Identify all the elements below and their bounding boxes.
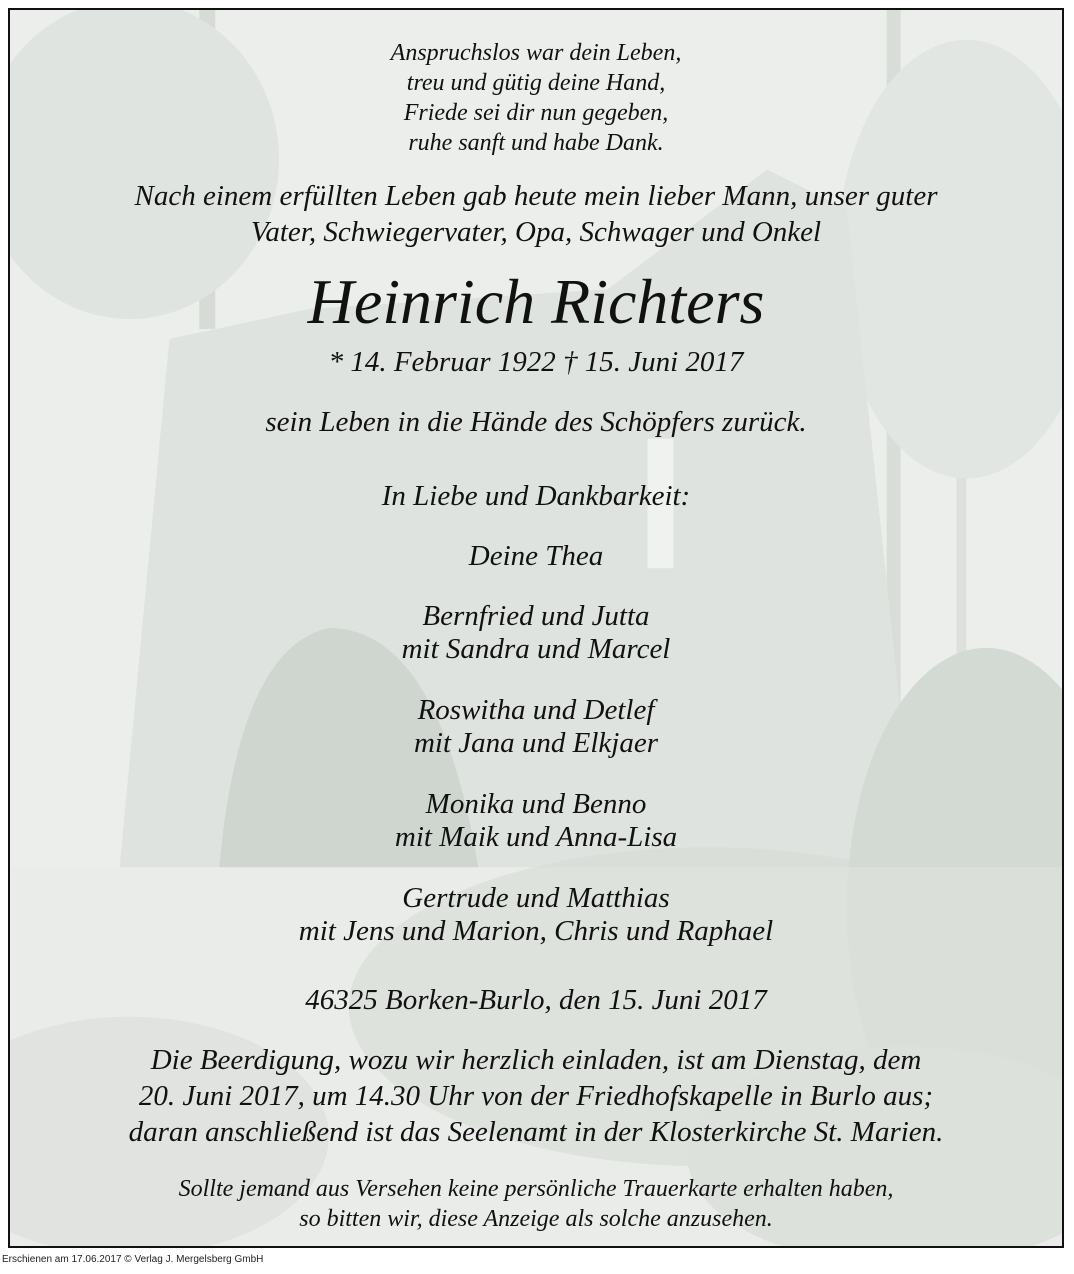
deceased-name: Heinrich Richters	[307, 266, 765, 337]
obituary-card	[8, 8, 1064, 1248]
publication-footer: Erschienen am 17.06.2017 © Verlag J. Mergelsberg GmbH	[2, 1254, 264, 1265]
funeral-line: 20. Juni 2017, um 14.30 Uhr von der Friedhofskapelle in Burlo aus;	[138, 1080, 934, 1112]
funeral-line: daran anschließend ist das Seelenamt in der Klosterkirche St. Marien.	[128, 1116, 944, 1148]
poem-line: ruhe sanft und habe Dank.	[408, 130, 664, 156]
family-line: mit Jana und Elkjaer	[413, 727, 659, 759]
family-line: Bernfried und Jutta	[422, 600, 650, 632]
family-line: mit Sandra und Marcel	[401, 633, 671, 665]
funeral-line: Die Beerdigung, wozu wir herzlich einladen, ist am Dienstag, dem	[150, 1044, 922, 1076]
gratitude-line: In Liebe und Dankbarkeit:	[381, 480, 691, 512]
family-entry	[10, 788, 1062, 854]
family-line: mit Maik und Anna-Lisa	[394, 821, 678, 853]
poem-line: Anspruchslos war dein Leben,	[390, 40, 682, 66]
family-line: Gertrude und Matthias	[402, 882, 670, 914]
family-line: Deine Thea	[468, 540, 604, 572]
family-entry	[10, 694, 1062, 760]
note-line: Sollte jemand aus Versehen keine persönliche Trauerkarte erhalten haben,	[178, 1176, 894, 1202]
intro-end: sein Leben in die Hände des Schöpfers zurück.	[265, 406, 807, 438]
family-entry	[10, 600, 1062, 666]
life-dates: * 14. Februar 1922 † 15. Juni 2017	[328, 346, 744, 378]
family-entry	[10, 540, 1062, 573]
condolence-note	[10, 1174, 1062, 1234]
funeral-details	[10, 1042, 1062, 1150]
poem-line: treu und gütig deine Hand,	[406, 70, 666, 96]
poem-line: Friede sei dir nun gegeben,	[403, 100, 669, 126]
family-line: Roswitha und Detlef	[417, 694, 655, 726]
note-line: so bitten wir, diese Anzeige als solche anzusehen.	[299, 1206, 773, 1232]
intro	[10, 178, 1062, 250]
intro-line: Nach einem erfüllten Leben gab heute mein lieber Mann, unser guter	[134, 180, 938, 212]
family-line: Monika und Benno	[425, 788, 647, 820]
family-line: mit Jens und Marion, Chris und Raphael	[298, 915, 774, 947]
family-entry	[10, 882, 1062, 948]
intro-line: Vater, Schwiegervater, Opa, Schwager und Onkel	[250, 216, 822, 248]
place-date: 46325 Borken-Burlo, den 15. Juni 2017	[305, 984, 767, 1016]
obituary-text	[10, 10, 1062, 1246]
poem	[10, 38, 1062, 158]
